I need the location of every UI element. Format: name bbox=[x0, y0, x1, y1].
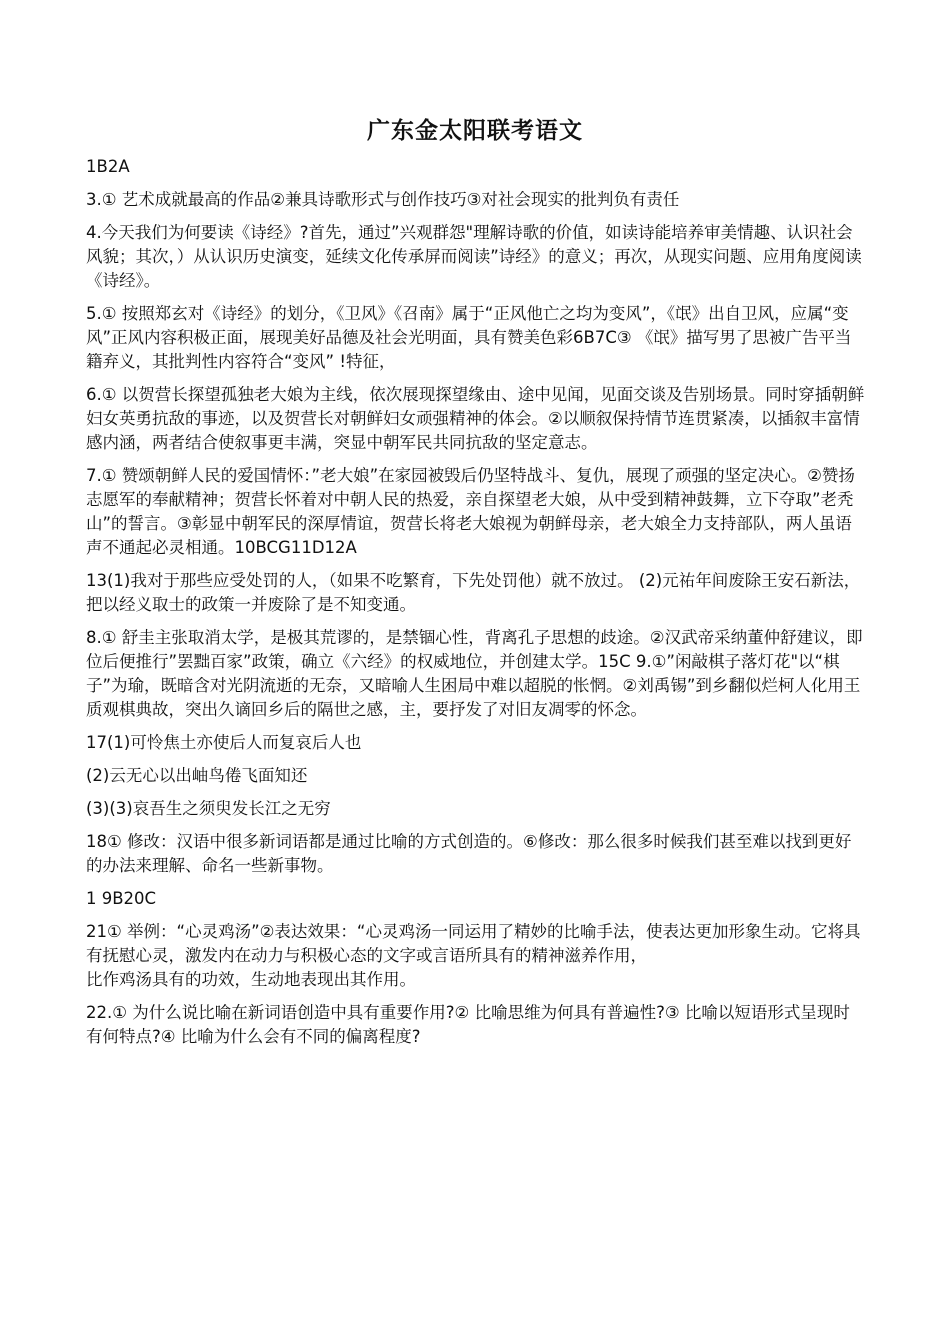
answer-content bbox=[86, 155, 866, 1058]
answer-21-continued: 比作鸡汤具有的功效，生动地表现出其作用。 bbox=[86, 970, 416, 989]
answer-22: 22.① 为什么说比喻在新词语创造中具有重要作用?② 比喻思维为何具有普遍性?③ 比喻以短语形式呈现时有何特点?④ 比喻为什么会有不同的偏离程度? bbox=[86, 1003, 850, 1046]
answer-18: 18① 修改：汉语中很多新词语都是通过比喻的方式创造的。⑥修改：那么很多时候我们甚至难以找到更好的办法来理解、命名一些新事物。 bbox=[86, 832, 852, 875]
answer-3: 3.① 艺术成就最高的作品②兼具诗歌形式与创作技巧③对社会现实的批判负有责任 bbox=[86, 190, 680, 209]
answer-8-9: 8.① 舒圭主张取消太学，是极其荒谬的，是禁锢心性，背离孔子思想的歧途。②汉武帝采纳董仲舒建议，即位后便推行”罢黜百家”政策，确立《六经》的权威地位，并创建太学。15C 9.①”闲敲棋子落灯花"以“棋子”为瑜，既暗含对光阴流逝的无奈，又暗喻人生困局中难以超脱的怅惘。②刘禹锡”到乡翻似烂柯人化用王质观棋典故，突出久谪回乡后的隔世之感，主，要抒发了对旧友凋零的怀念。 bbox=[86, 628, 863, 719]
answer-21: 21① 举例：“心灵鸡汤”②表达效果：“心灵鸡汤一同运用了精妙的比喻手法，使表达更加形象生动。它将具有抚慰心灵，激发内在动力与积极心态的文字或言语所具有的精神滋养作用， bbox=[86, 922, 861, 965]
answer-17-3: (3)(3)哀吾生之须臾发长江之无穷 bbox=[86, 799, 331, 818]
answer-17-1: 17(1)可怜焦土亦使后人而复哀后人也 bbox=[86, 733, 362, 752]
document-title: 广东金太阳联考语文 bbox=[367, 118, 583, 144]
answer-17-2: (2)云无心以出岫鸟倦飞面知还 bbox=[86, 766, 308, 785]
answer-7: 7.① 赞颂朝鲜人民的爱国情怀：”老大娘”在家园被毁后仍坚特战斗、复仇，展现了顽强的坚定决心。②赞扬志愿军的奉献精神；贺营长怀着对中朝人民的热爱，亲自探望老大娘，从中受到精神鼓舞，立下夺取”老秃山”的誓言。③彰显中朝军民的深厚情谊，贺营长将老大娘视为朝鲜母亲，老大娘全力支持部队，两人虽语声不通起必灵相通。10BCG11D12A bbox=[86, 466, 855, 557]
answer-1-2: 1B2A bbox=[86, 157, 130, 176]
answer-19-20: 1 9B20C bbox=[86, 889, 157, 908]
answer-4: 4.今天我们为何要读《诗经》?首先，通过”兴观群怨"理解诗歌的价值，如读诗能培养审美情趣、认识社会风貌；其次，）从认识历史演变，延续文化传承屏而阅读”诗经》的意义；再次，从现实问题、应用角度阅读《诗经》。 bbox=[86, 223, 862, 290]
answer-13: 13(1)我对于那些应受处罚的人，（如果不吃繁育，下先处罚他）就不放过。 (2)元祐年间废除王安石新法，把以经义取士的政策一并废除了是不知变通。 bbox=[86, 571, 861, 614]
answer-5: 5.① 按照郑玄对《诗经》的划分，《卫风》《召南》属于“正风他亡之均为变风”，《氓》出自卫风，应属“变风”正风内容积极正面，展现美好品德及社会光明面，具有赞美色彩6B7C③ 《氓》描写男了思被广告平当籍弃义，其批判性内容符合“变风” !特征， bbox=[86, 304, 852, 371]
answer-6: 6.① 以贺营长探望孤独老大娘为主线，依次展现探望缘由、途中见闻，见面交谈及告别场景。同时穿插朝鲜妇女英勇抗敌的事迹，以及贺营长对朝鲜妇女顽强精神的体会。②以顺叙保持情节连贯紧凑，以插叙丰富情感内涵，两者结合使叙事更丰满，突显中朝军民共同抗敌的坚定意志。 bbox=[86, 385, 865, 452]
